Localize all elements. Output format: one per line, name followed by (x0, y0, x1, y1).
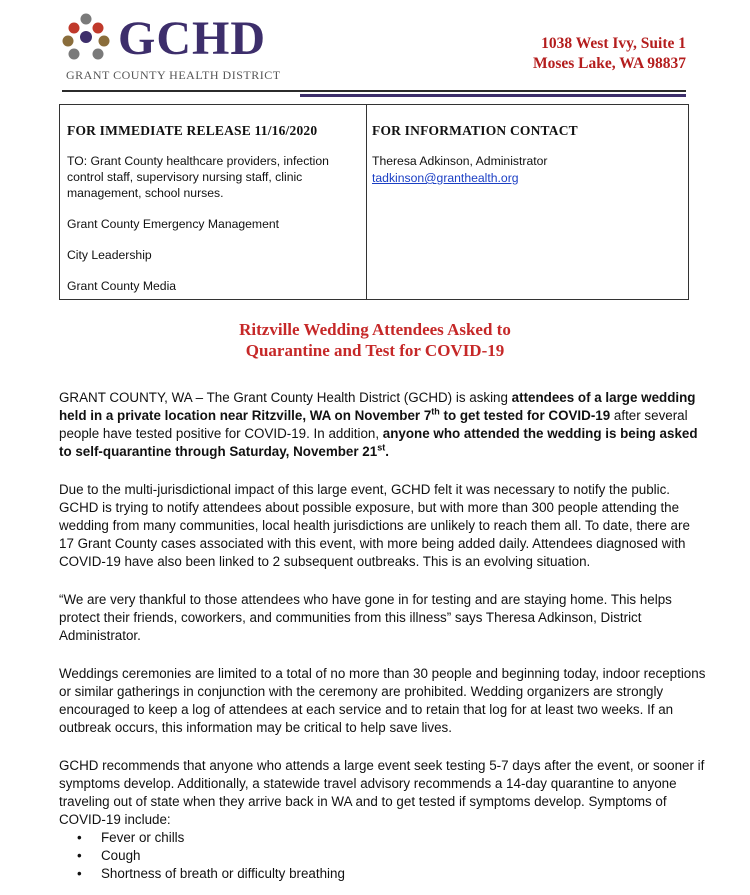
list-item: • Fever or chills (59, 829, 707, 847)
list-item: • Shortness of breath or difficulty breathing (59, 865, 707, 883)
gchd-logo (62, 12, 292, 82)
recipient-item: Grant County Emergency Management (67, 217, 280, 231)
recipient-item: TO: Grant County healthcare providers, infection control staff, supervisory nursing staff, clinic management, school nurses. (67, 154, 329, 200)
header-divider (62, 90, 686, 92)
contact-column (367, 105, 688, 299)
recipient-item: Grant County Media (67, 279, 177, 293)
headline-line-1: Ritzville Wedding Attendees Asked to (239, 320, 511, 339)
recipient-item: City Leadership (67, 248, 152, 262)
headline (0, 319, 750, 361)
paragraph-wedding-limits: Weddings ceremonies are limited to a total of no more than 30 people and beginning today, indoor receptions or similar gatherings in conjunction with the ceremony are prohibited. Wedding organizers are strongly encouraged to keep a log of attendees at each service and to retain that log for at least two weeks. If an outbreak occurs, this information may be critical to help save lives. (59, 666, 706, 735)
logo-subtitle: GRANT COUNTY HEALTH DISTRICT (66, 68, 281, 82)
logo-text: GCHD (118, 12, 266, 65)
header-accent-divider (300, 94, 686, 97)
paragraph-impact: Due to the multi-jurisdictional impact of this large event, GCHD felt it was necessary to notify the public. GCHD is trying to notify attendees about possible exposure, but with more than 300 people attending the wedding from many communities, local health jurisdictions are unlikely to reach them all. To date, there are 17 Grant County cases associated with this event, with more being added daily. Attendees diagnosed with COVID-19 have also been linked to 2 subsequent outbreaks. This is an evolving situation. (59, 482, 690, 569)
paragraph-recommendations: GCHD recommends that anyone who attends a large event seek testing 5-7 days after the event, or sooner if symptoms develop. Additionally, a statewide travel advisory recommends a 14-day quarantine to anyone traveling out of state when they arrive back in WA and to get tested if symptoms develop. Symptoms of COVID-19 include: (59, 758, 705, 827)
address-line-1: 1038 West Ivy, Suite 1 (541, 35, 686, 52)
paragraph-intro: GRANT COUNTY, WA – The Grant County Health District (GCHD) is asking attendees of a large wedding held in a private location near Ritzville, WA on November 7th to get tested for COVID-19 after several people have tested positive for COVID-19. In addition, anyone who attended the wedding is being asked to self-quarantine through Saturday, November 21st. (59, 390, 698, 459)
release-info-box (59, 104, 689, 300)
contact-email-link[interactable]: tadkinson@granthealth.org (372, 171, 519, 185)
release-heading: FOR IMMEDIATE RELEASE 11/16/2020 (67, 123, 318, 138)
symptoms-list (59, 829, 707, 883)
contact-heading: FOR INFORMATION CONTACT (372, 123, 578, 138)
paragraph-quote: “We are very thankful to those attendees who have gone in for testing and are staying home. This helps protect their friends, coworkers, and communities from this illness” says Theresa Adkinson, District Administrator. (59, 592, 672, 643)
contact-name: Theresa Adkinson, Administrator (372, 154, 548, 168)
address-line-2: Moses Lake, WA 98837 (532, 55, 686, 72)
list-item: • Cough (59, 847, 707, 865)
address (533, 34, 686, 74)
logo-dots-icon (62, 12, 118, 66)
press-release-body (59, 389, 707, 883)
release-column (60, 105, 367, 299)
headline-line-2: Quarantine and Test for COVID-19 (245, 341, 505, 360)
